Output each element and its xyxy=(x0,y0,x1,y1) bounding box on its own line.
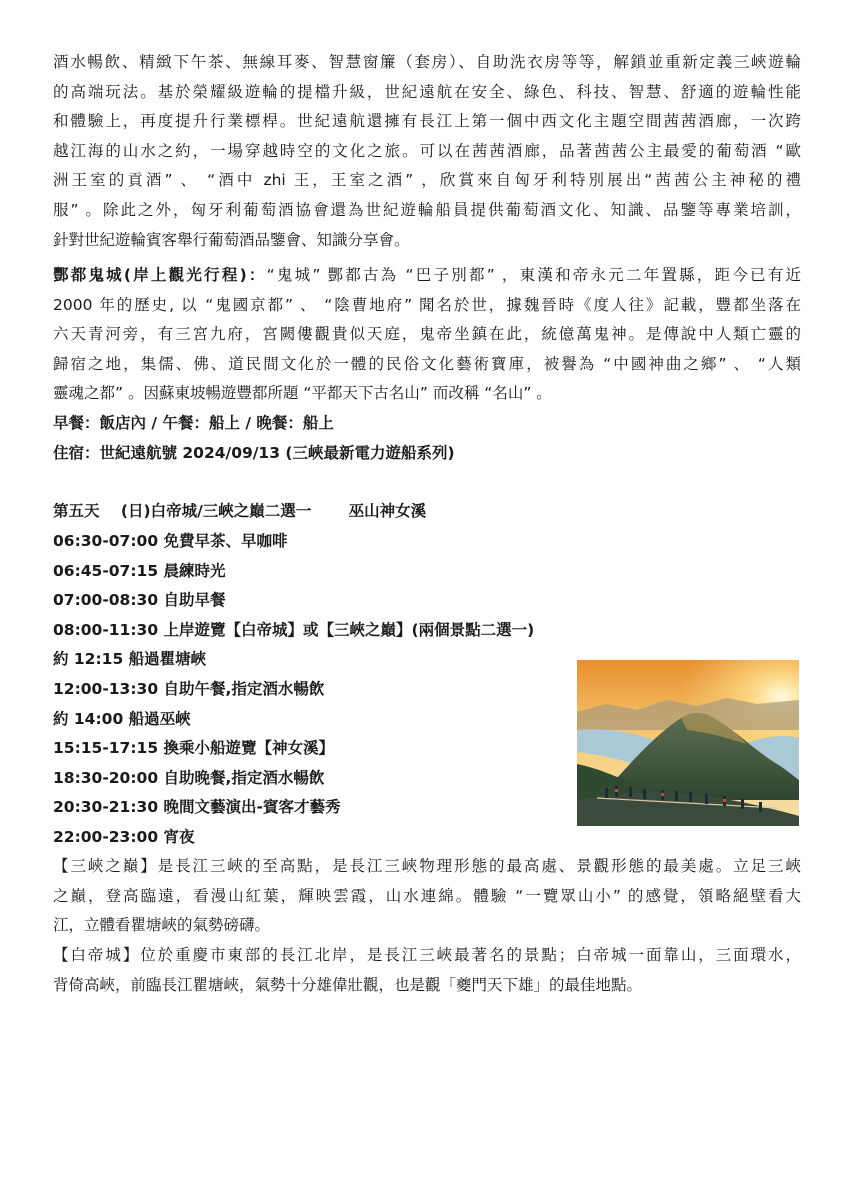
schedule-item: 15:15-17:15 換乘小船遊覽【神女溪】 xyxy=(53,739,335,758)
summit-photo-illustration xyxy=(577,660,799,826)
summit-line: 之巔，登高臨遠，看漫山紅葉，輝映雲霞，山水連綿。體驗 “一覽眾山小” 的感覺，領略絕壁看大 xyxy=(53,886,801,905)
schedule-item: 12:00-13:30 自助午餐,指定酒水暢飲 xyxy=(53,679,325,698)
schedule-item: 06:45-07:15 晨練時光 xyxy=(53,561,226,580)
fengdu-line: 六天青河旁，有三宮九府，宮闕僂觀貴似天庭，鬼帝坐鎮在此，統億萬鬼神。是傳說中人類亡靈的 xyxy=(53,325,801,344)
summit-line: 江，立體看瞿塘峽的氣勢磅礴。 xyxy=(53,916,271,935)
schedule-item: 06:30-07:00 免費早茶、早咖啡 xyxy=(53,532,288,550)
summit-paragraph xyxy=(53,852,801,941)
intro-line: 和體驗上，再度提升行業標桿。世紀遠航還擁有長江上第一個中西文化主題空間茜茜酒廊，一次跨 xyxy=(53,112,801,131)
schedule-item: 約 12:15 船過瞿塘峽 xyxy=(53,650,207,669)
baidi-line: 背倚高峽，前臨長江瞿塘峽，氣勢十分雄偉壯觀，也是觀「夔門天下雄」的最佳地點。 xyxy=(53,975,643,994)
intro-line: 酒水暢飲、精緻下午茶、無線耳麥、智慧窗簾（套房）、自助洗衣房等等，解鎖並重新定義三峽遊輪 xyxy=(53,53,801,71)
meals-lodging xyxy=(53,409,801,468)
lodging-line: 住宿：世紀遠航號 2024/09/13 (三峽最新電力遊船系列) xyxy=(53,443,455,462)
schedule-item: 08:00-11:30 上岸遊覽【白帝城】或【三峽之巔】(兩個景點二選一) xyxy=(53,620,535,639)
intro-line: 洲王室的貢酒” 、 “酒中 zhi 王，王室之酒” ，欣賞來自匈牙利特別展出“茜茜公主神秘的禮 xyxy=(53,171,801,190)
intro-line: 針對世紀遊輪賓客舉行葡萄酒品鑒會、知識分享會。 xyxy=(53,230,410,249)
fengdu-paragraph xyxy=(53,261,801,409)
schedule-item: 18:30-20:00 自助晚餐,指定酒水暢飲 xyxy=(53,768,325,787)
fengdu-line: 靈魂之都” 。因蘇東坡暢遊豐都所題 “平都天下古名山” 而改稱 “名山” 。 xyxy=(53,384,552,403)
fengdu-first-line xyxy=(53,261,801,291)
schedule-item: 07:00-08:30 自助早餐 xyxy=(53,591,226,610)
fengdu-line-rest: “鬼城” 酆都古為 “巴子別都” ，東漢和帝永元二年置縣，距今已有近 xyxy=(266,266,801,284)
baidi-paragraph xyxy=(53,941,801,1000)
fengdu-line: 2000 年的歷史, 以 “鬼國京都” 、 “陰曹地府” 聞名於世，據魏晉時《度人往》記載，豐都坐落在 xyxy=(53,295,801,314)
fengdu-label: 酆都鬼城(岸上觀光行程)： xyxy=(53,266,267,284)
schedule-item: 20:30-21:30 晚間文藝演出-賓客才藝秀 xyxy=(53,798,341,817)
schedule-item: 約 14:00 船過巫峽 xyxy=(53,709,191,728)
day-title: (日)白帝城/三峽之巔二選一 xyxy=(120,502,312,520)
day5-schedule xyxy=(53,527,573,853)
fengdu-line: 歸宿之地，集儒、佛、道民間文化於一體的民俗文化藝術寶庫，被譽為 “中國神曲之鄉” 、 “人類 xyxy=(53,354,801,373)
three-gorges-summit-photo xyxy=(577,660,799,826)
intro-line: 的高端玩法。基於榮耀級遊輪的提檔升級，世紀遠航在安全、綠色、科技、智慧、舒適的遊輪性能 xyxy=(53,82,801,101)
meals-line: 早餐：飯店內 / 午餐：船上 / 晚餐：船上 xyxy=(53,414,334,432)
baidi-line: 【白帝城】位於重慶市東部的長江北岸，是長江三峽最著名的景點；白帝城一面靠山，三面環水， xyxy=(53,946,801,964)
day5-heading xyxy=(53,497,426,527)
intro-paragraph xyxy=(53,48,801,255)
day-route: 巫山神女溪 xyxy=(348,502,427,520)
intro-line: 越江海的山水之約，一場穿越時空的文化之旅。可以在茜茜酒廊，品著茜茜公主最愛的葡萄酒 “歐 xyxy=(53,141,801,160)
schedule-item: 22:00-23:00 宵夜 xyxy=(53,827,195,846)
day-number: 第五天 xyxy=(53,502,100,520)
summit-line: 【三峽之巔】是長江三峽的至高點，是長江三峽物理形態的最高處、景觀形態的最美處。立足三峽 xyxy=(53,857,801,875)
intro-line: 服” 。除此之外，匈牙利葡萄酒協會還為世紀遊輪船員提供葡萄酒文化、知識、品鑒等專業培訓， xyxy=(53,200,801,219)
